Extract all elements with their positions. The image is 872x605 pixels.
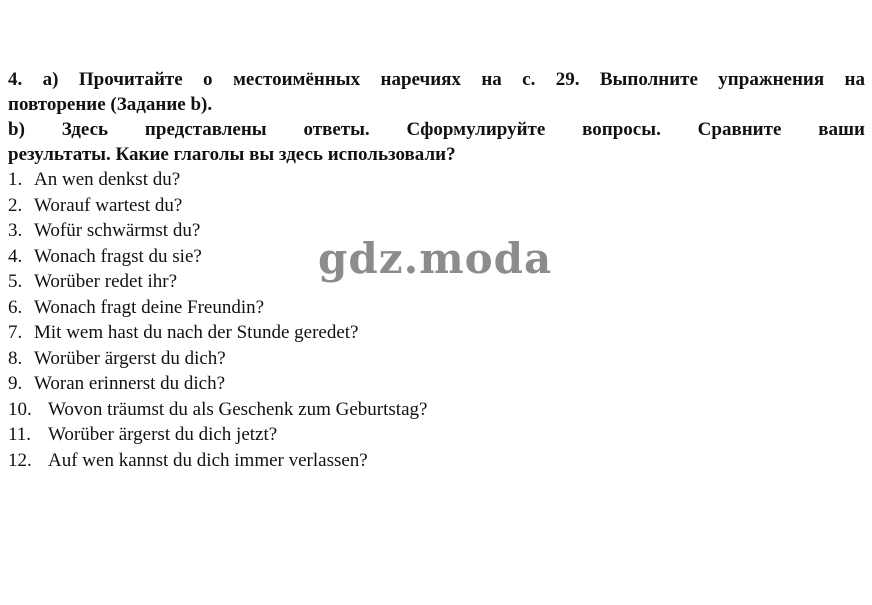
answer-item-6 [8,295,865,321]
answer-text: Wovon träumst du als Geschenk zum Geburtstag? [48,398,428,420]
answer-number: 3. [8,220,23,241]
exercise-document [8,67,865,473]
answer-number: 1. [8,169,23,190]
answer-item-8 [8,346,865,372]
answer-text: Wonach fragst du sie? [34,245,202,267]
answer-item-10 [8,397,865,423]
answer-number: 12. [8,449,32,471]
answer-text: Auf wen kannst du dich immer verlassen? [48,449,368,471]
task-heading-line-1: 4. a) Прочитайте о местоимённых наречиях на с. 29. Выполните упражнения на [8,69,865,90]
answer-item-2 [8,193,865,219]
answer-text: Mit wem hast du nach der Stunde geredet? [34,322,359,343]
answer-number: 8. [8,347,23,369]
answer-text: Wofür schwärmst du? [34,220,201,241]
answer-text: Woran erinnerst du dich? [34,373,226,394]
answer-item-4 [8,244,865,270]
answer-number: 10. [8,398,32,420]
task-heading-line-2: повторение (Задание b). [8,94,213,115]
answer-number: 11. [8,424,32,445]
answer-item-12 [8,448,865,474]
answer-item-5 [8,269,865,295]
answer-number: 7. [8,322,23,343]
answer-item-11 [8,422,865,448]
task-heading-line-4: результаты. Какие глаголы вы здесь использовали? [8,144,456,165]
answer-item-3 [8,218,865,244]
answer-list [8,167,865,473]
answer-item-7 [8,320,865,346]
watermark: gdz.moda [318,234,553,283]
task-heading-line-3: b) Здесь представлены ответы. Сформулируйте вопросы. Сравните ваши [8,119,865,140]
answer-number: 2. [8,194,23,216]
answer-number: 9. [8,373,23,394]
answer-text: Wonach fragt deine Freundin? [34,296,265,318]
answer-number: 5. [8,271,23,292]
answer-text: Worauf wartest du? [34,194,183,216]
answer-text: Worüber ärgerst du dich jetzt? [48,424,278,445]
answer-item-1 [8,167,865,193]
answer-number: 6. [8,296,23,318]
answer-text: Worüber ärgerst du dich? [34,347,226,369]
answer-item-9 [8,371,865,397]
answer-number: 4. [8,245,23,267]
answer-text: Worüber redet ihr? [34,271,178,292]
answer-text: An wen denkst du? [34,169,181,190]
